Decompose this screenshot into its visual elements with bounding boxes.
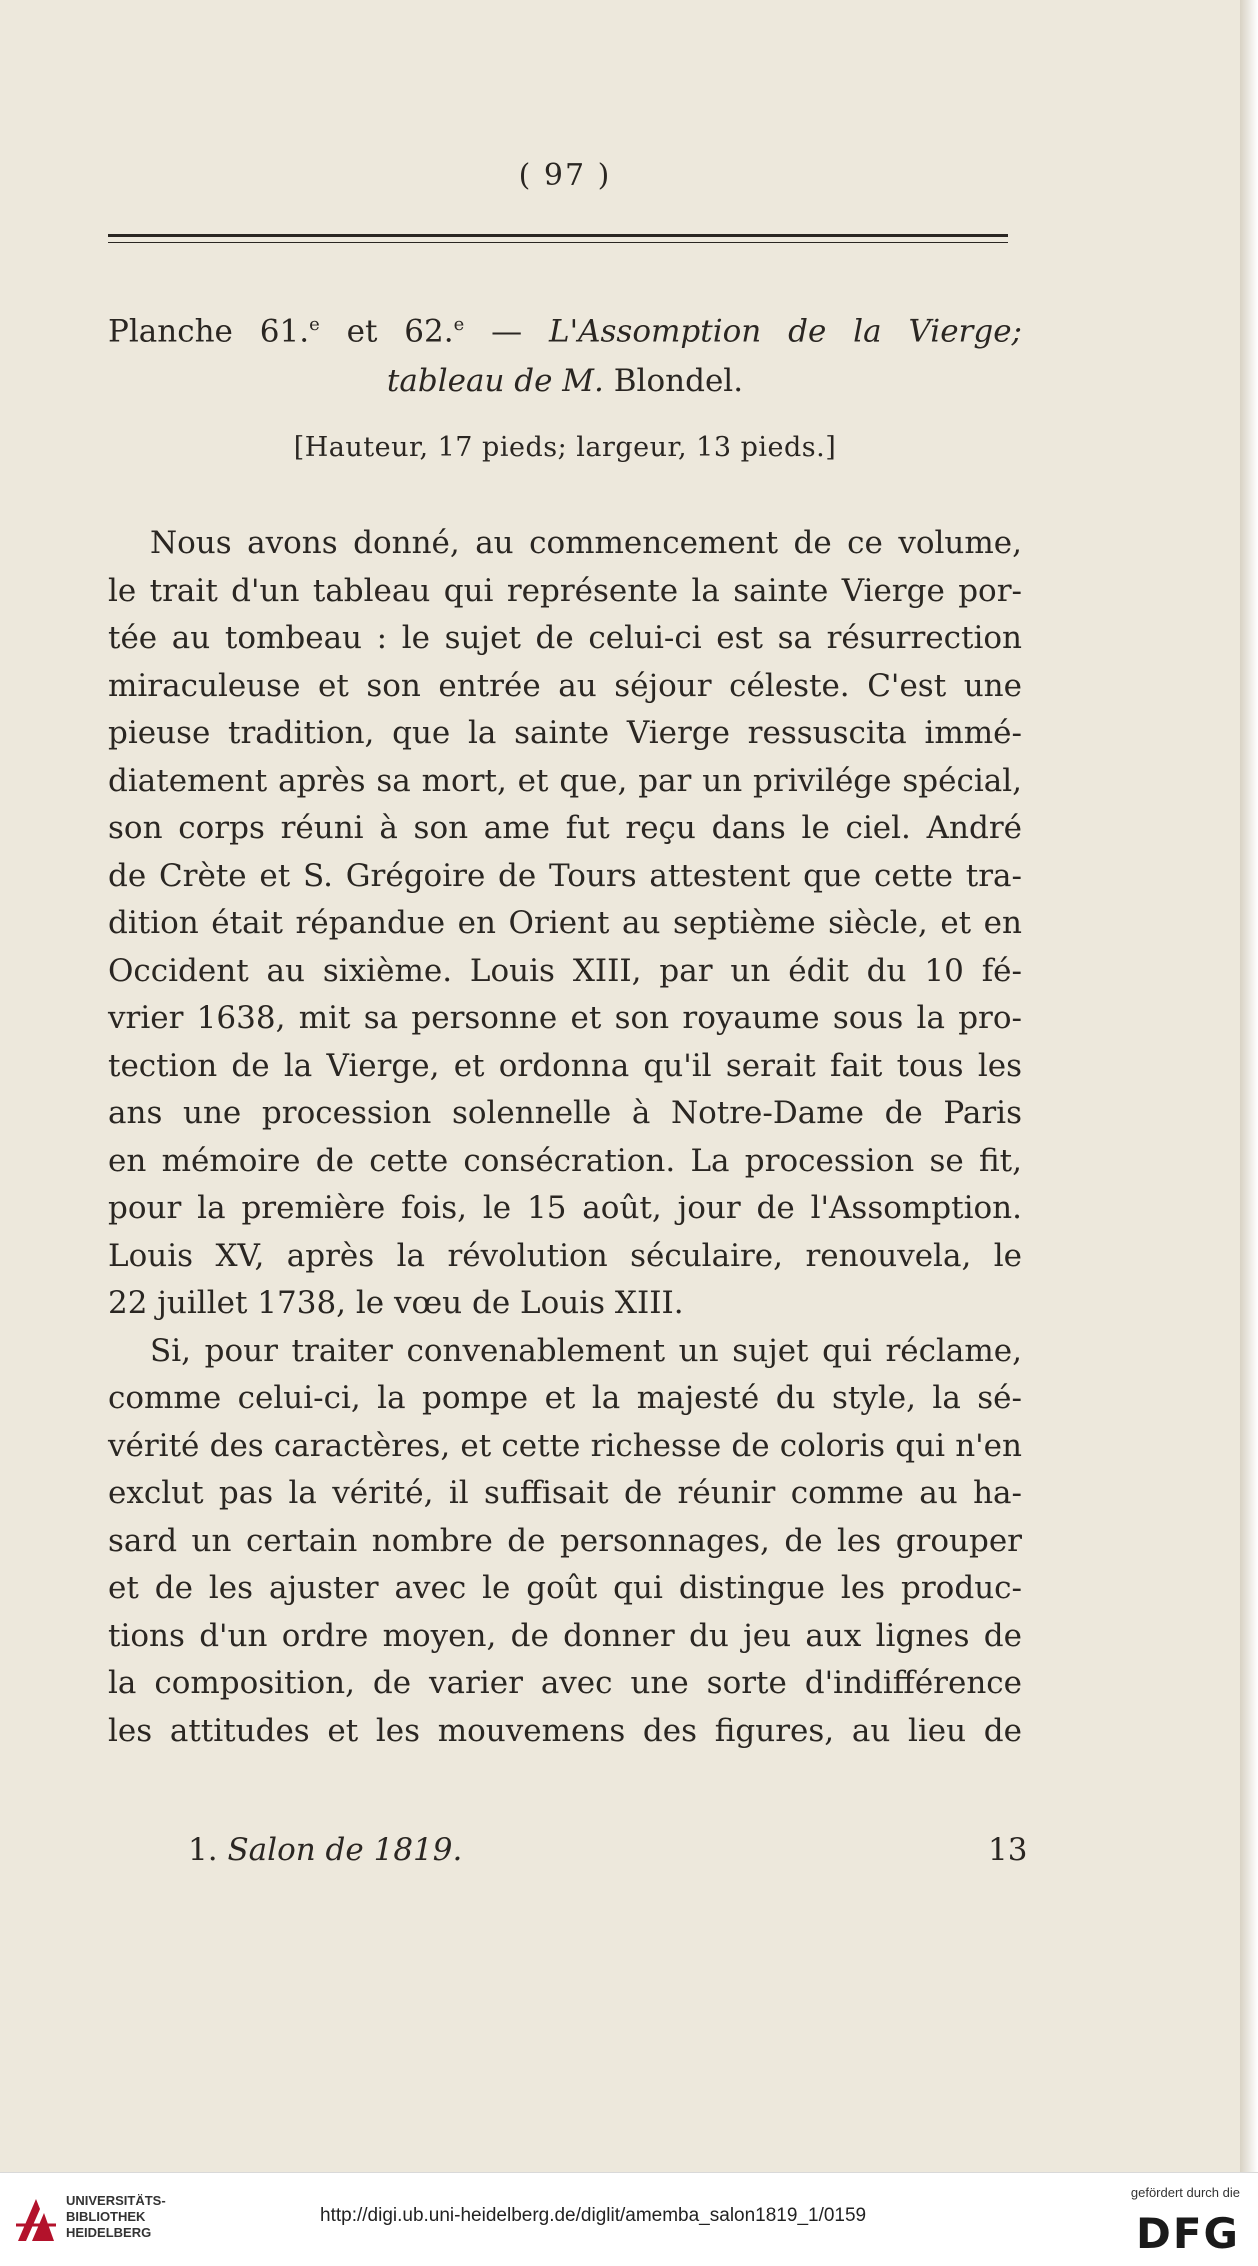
heading-plate-number-2: et 62. <box>319 313 454 350</box>
heading-plate-number: Planche 61. <box>108 313 310 350</box>
dfg-logo: DFG <box>1135 2209 1240 2258</box>
university-library-name <box>66 2193 166 2241</box>
text-line: exclut pas la vérité, il suffisait de réunir comme au ha- <box>108 1475 1022 1511</box>
body-text <box>108 520 1022 1755</box>
text-line: Si, pour traiter convenablement un sujet qui réclame, <box>150 1332 1022 1369</box>
text-line: Occident au sixième. Louis XIII, par un édit du 10 fé- <box>108 952 1022 989</box>
university-library-logo-icon <box>14 2195 58 2245</box>
text-line: et de les ajuster avec le goût qui distingue les produc- <box>108 1570 1022 1606</box>
text-line: son corps réuni à son ame fut reçu dans le ciel. André <box>108 810 1022 846</box>
text-line: le trait d'un tableau qui représente la sainte Vierge por- <box>108 572 1022 609</box>
text-line: Nous avons donné, au commencement de ce volume, <box>150 525 1022 561</box>
sheet-number: 13 <box>988 1832 1028 1868</box>
text-line: vrier 1638, mit sa personne et son royaume sous la pro- <box>108 1000 1022 1036</box>
heading-line-2 <box>108 356 1022 406</box>
library-name-line-3: HEIDELBERG <box>66 2225 152 2240</box>
library-name-line-1: UNIVERSITÄTS- <box>66 2193 166 2208</box>
text-line: miraculeuse et son entrée au séjour céleste. C'est une <box>108 667 1022 704</box>
viewer-footer <box>0 2172 1258 2266</box>
text-line: comme celui-ci, la pompe et la majesté du style, la sé- <box>108 1380 1022 1416</box>
signature-prefix: 1. <box>188 1832 228 1868</box>
heading-title: L'Assomption de la Vierge; <box>549 313 1023 350</box>
text-line: ans une procession solennelle à Notre-Dame de Paris <box>108 1095 1022 1131</box>
text-line: vérité des caractères, et cette richesse de coloris qui n'en <box>108 1427 1022 1464</box>
permalink-url[interactable]: http://digi.ub.uni-heidelberg.de/diglit/amemba_salon1819_1/0159 <box>320 2205 867 2226</box>
header-rule-thick <box>108 234 1008 237</box>
text-line: les attitudes et les mouvemens des figures, au lieu de <box>108 1712 1022 1749</box>
header-rule-thin <box>108 242 1008 243</box>
text-line: diatement après sa mort, et que, par un privilége spécial, <box>108 762 1022 799</box>
heading-superscript-1: e <box>309 314 320 335</box>
page-edge <box>1240 0 1258 2172</box>
heading-line-1 <box>108 300 1022 356</box>
heading-subtitle: tableau de M. <box>386 363 604 400</box>
text-line: tection de la Vierge, et ordonna qu'il serait fait tous les <box>108 1047 1022 1084</box>
page-number: ( 97 ) <box>518 158 612 193</box>
heading-superscript-2: e <box>453 314 465 335</box>
text-line: dition était répandue en Orient au septième siècle, et en <box>108 905 1022 941</box>
signature-mark: Salon de 1819. <box>227 1832 463 1868</box>
text-line: tée au tombeau : le sujet de celui-ci est sa résurrection <box>108 620 1022 656</box>
library-name-line-2: BIBLIOTHEK <box>66 2209 146 2224</box>
text-line: pieuse tradition, que la sainte Vierge ressuscita immé- <box>108 715 1022 751</box>
text-line: 22 juillet 1738, le vœu de Louis XIII. <box>108 1285 684 1321</box>
painting-dimensions: [Hauteur, 17 pieds; largeur, 13 pieds.] <box>293 432 837 463</box>
text-line: de Crète et S. Grégoire de Tours attestent que cette tra- <box>108 857 1022 894</box>
signature-line <box>188 1832 1028 1868</box>
text-line: Louis XV, après la révolution séculaire, renouvela, le <box>108 1237 1022 1274</box>
funding-label: gefördert durch die <box>1130 2185 1240 2200</box>
heading-dash: — <box>464 313 550 350</box>
text-line: la composition, de varier avec une sorte d'indifférence <box>108 1665 1022 1701</box>
plate-heading <box>108 300 1022 406</box>
text-line: sard un certain nombre de personnages, de les grouper <box>108 1522 1022 1559</box>
text-line: en mémoire de cette consécration. La procession se fit, <box>108 1142 1022 1179</box>
text-line: tions d'un ordre moyen, de donner du jeu aux lignes de <box>108 1617 1022 1654</box>
text-line: pour la première fois, le 15 août, jour de l'Assomption. <box>108 1190 1022 1226</box>
heading-artist: Blondel. <box>603 363 744 400</box>
